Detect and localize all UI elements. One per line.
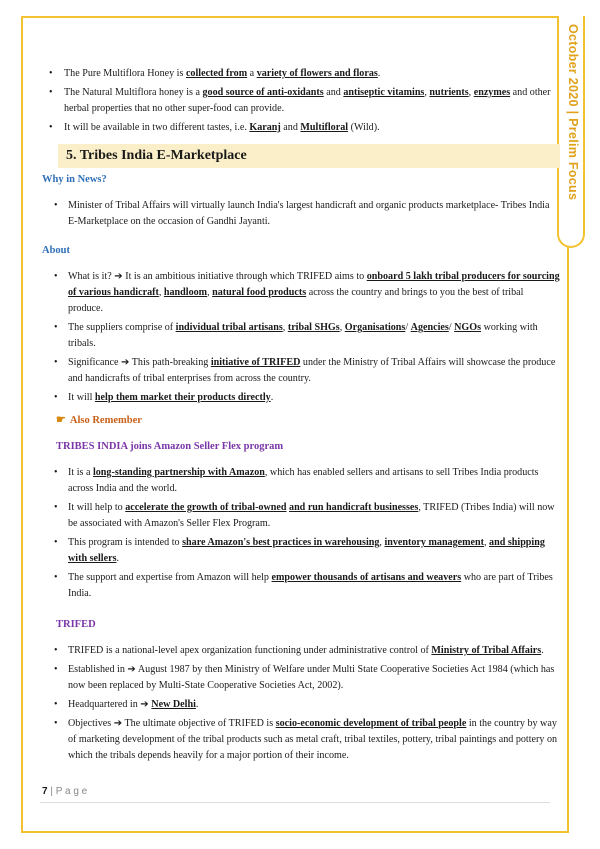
bullet-text: / [405,322,411,333]
bullet-text: . [541,645,544,656]
also-remember-label: Also Remember [69,415,142,426]
key-phrase: accelerate the growth of tribal-owned [125,502,287,513]
bullet-text: , [424,87,430,98]
key-phrase: help them market their products directly [94,392,271,403]
pointing-hand-icon: ☛ [56,414,66,426]
key-phrase: socio-economic development of tribal people [275,718,467,729]
key-phrase: collected from [185,68,248,79]
about-bullet-item [42,355,560,387]
bullet-text: Headquartered in ➔ [68,699,152,710]
key-phrase: NGOs [454,322,482,333]
key-phrase: Ministry of Tribal Affairs [431,645,542,656]
bullet-text: TRIFED is a national-level apex organization functioning under administrative control of [68,645,432,656]
bullet-text: , [282,322,288,333]
bullet-text: Objectives ➔ The ultimate objective of TRIFED is [68,718,276,729]
footer-rule [40,802,550,803]
bullet-text: under the Ministry of Tribal Affairs will showcase the produce and handicrafts of tribal enterprises from across the country. [68,357,556,384]
bullet-text: It is a [68,467,93,478]
bullet-text: Significance ➔ This path-breaking [68,357,211,368]
key-phrase: Agencies [410,322,449,333]
bullet-text: The Natural Multiflora honey is a [64,87,203,98]
about-bullet-item [42,269,560,317]
key-phrase: Multifloral [300,122,349,133]
key-phrase: antiseptic vitamins [343,87,425,98]
amazon-heading: TRIBES INDIA joins Amazon Seller Flex program [56,441,284,452]
about-bullet-list [42,269,560,406]
key-phrase: empower thousands of artisans and weavers [271,572,462,583]
key-phrase: New Delhi [151,699,196,710]
key-phrase: tribal SHGs [287,322,340,333]
key-phrase: long-standing partnership with Amazon [92,467,265,478]
bullet-text: . [116,553,120,564]
side-tab-label: October 2020 | Prelim Focus [566,24,580,201]
news-bullet: • Minister of Tribal Affairs will virtually launch India's largest handicraft and organic products marketplace- Tribes India E-Marketplace on the occasion of Gandhi Jayanti. [42,198,560,230]
key-phrase: inventory management [384,537,484,548]
bullet-text: (Wild). [348,122,380,133]
bullet-text: , [339,322,345,333]
key-phrase: handloom [163,287,208,298]
bullet-text: in the country by way of marketing development of the tribal products such as metal craft, tribal textiles, pottery, tribal paintings and pottery on which the tribals depends heavily for a major portion of their income. [68,718,558,761]
amazon-bullet-item [42,570,560,602]
bullet-text: across the country and brings to you the best of tribal produce. [68,287,524,314]
bullet-text: . [377,68,381,79]
amazon-bullet-item [42,465,560,497]
section-heading: 5. Tribes India E-Marketplace [58,144,560,168]
about-bullet-item [42,320,560,352]
page-label: P a g e [55,786,88,797]
key-phrase: onboard 5 lakh tribal producers for sourcing of various handicraft [68,271,560,298]
key-phrase: Karanj [249,122,281,133]
amazon-bullet-list [42,465,560,602]
key-phrase: variety of flowers and floras [256,68,378,79]
about-bullet-item [42,390,560,406]
key-phrase: and run handicraft businesses [289,502,419,513]
bullet-text: . [195,699,199,710]
bullet-text: It will help to [68,502,126,513]
news-bullet-list [42,198,560,230]
bullet-text: and other herbal properties that no other super-food can provide. [64,87,551,114]
bullet-text: What is it? ➔ It is an ambitious initiative through which TRIFED aims to [68,271,367,282]
bullet-text: It will be available in two different tastes, i.e. [64,122,250,133]
bullet-text: The Pure Multiflora Honey is [64,68,186,79]
key-phrase: enzymes [473,87,511,98]
bullet-text: The support and expertise from Amazon will help [68,572,272,583]
key-phrase: nutrients [429,87,469,98]
key-phrase: share Amazon's best practices in warehousing [182,537,380,548]
trifed-bullet-list [42,643,560,764]
bullet-text: , TRIFED (Tribes India) will now be associated with Amazon's Seller Flex Program. [68,502,555,529]
bullet-text: who are part of Tribes India. [68,572,553,599]
key-phrase: initiative of TRIFED [210,357,301,368]
bullet-text: a [247,68,257,79]
why-in-news-heading: Why in News? [42,174,107,185]
bullet-text: Established in ➔ August 1987 by then Ministry of Welfare under Multi State Cooperative Societies Act 1984 (which has now been replaced by Multi-State Cooperative Societies Act, 2002). [68,664,555,691]
amazon-bullet-item [42,500,560,532]
page-content [42,66,560,767]
page-number: 7 [42,786,48,797]
key-phrase: good source of anti-oxidants [202,87,324,98]
bullet-text: , which has enabled sellers and artisans to sell Tribes India products across India and the world. [68,467,539,494]
about-heading: About [42,245,71,256]
bullet-text: . [270,392,274,403]
bullet-text: and [323,87,344,98]
bullet-text: , [484,537,490,548]
honey-bullet-item [42,120,560,136]
bullet-text: , [158,287,164,298]
also-remember-heading [56,412,560,429]
key-phrase: and shipping with sellers [68,537,545,564]
bullet-text: and [280,122,301,133]
key-phrase: natural food products [212,287,307,298]
bullet-text: , [379,537,385,548]
amazon-bullet-item [42,535,560,567]
honey-bullet-item [42,85,560,117]
honey-bullet-list [42,66,560,136]
key-phrase: individual tribal artisans [175,322,283,333]
footer-separator: | [47,786,56,797]
trifed-heading: TRIFED [56,619,96,630]
trifed-bullet-item [42,697,560,713]
bullet-text: , [468,87,474,98]
bullet-text: working with tribals. [68,322,538,349]
trifed-bullet-item [42,716,560,764]
bullet-text: The suppliers comprise of [68,322,176,333]
trifed-bullet-item [42,643,560,659]
page-footer [42,786,87,797]
honey-bullet-item [42,66,560,82]
bullet-text: / [448,322,455,333]
key-phrase: Organisations [344,322,406,333]
trifed-bullet-item [42,662,560,694]
bullet-text: This program is intended to [68,537,183,548]
bullet-text: It will [68,392,95,403]
bullet-text: , [207,287,213,298]
